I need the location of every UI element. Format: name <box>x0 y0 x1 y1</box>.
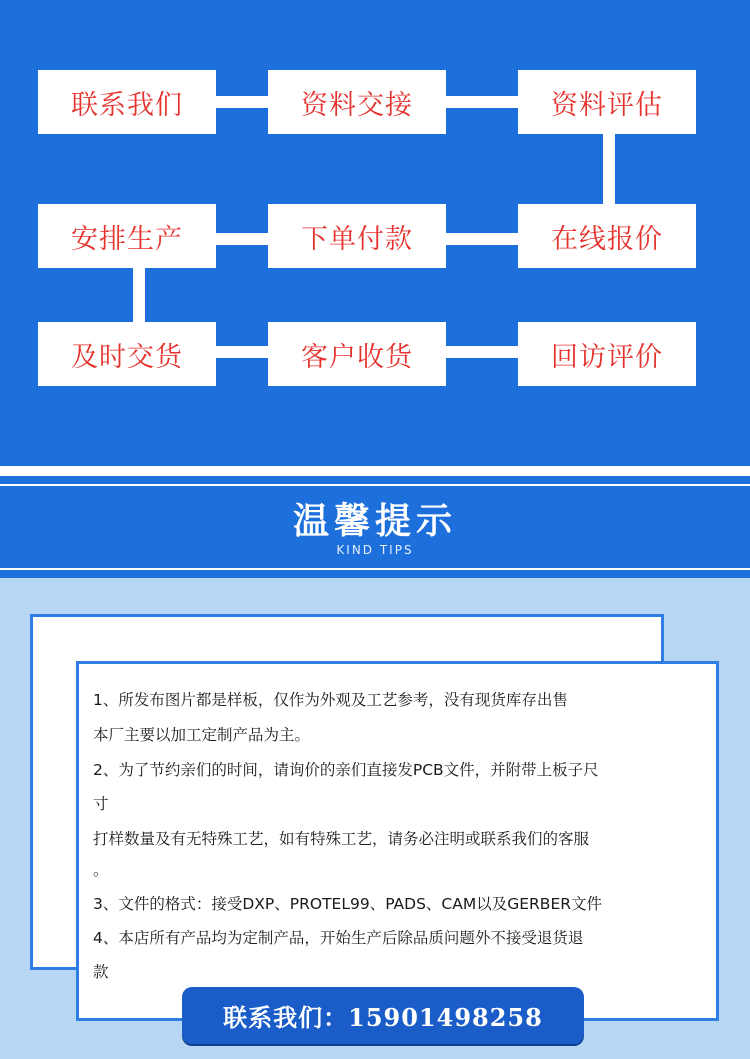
tip-line-3: 2、为了节约亲们的时间，请询价的亲们直接发PCB文件，并附带上板子尺 <box>93 761 599 779</box>
step-customer-receipt: 客户收货 <box>268 322 446 386</box>
process-flow <box>0 0 750 466</box>
banner-title: 温馨提示 <box>292 501 457 542</box>
tip-line-1: 1、所发布图片都是样板，仅作为外观及工艺参考，没有现货库存出售 <box>93 691 568 709</box>
tip-line-5: 打样数量及有无特殊工艺，如有特殊工艺，请务必注明或联系我们的客服 <box>93 830 590 848</box>
connector-h-5 <box>216 346 270 358</box>
step-contact-us: 联系我们 <box>38 70 216 134</box>
step-data-evaluation: 资料评估 <box>518 70 696 134</box>
connector-v-2 <box>133 268 145 322</box>
tip-line-7: 3、文件的格式：接受DXP、PROTEL99、PADS、CAM以及GERBER文件 <box>93 895 603 913</box>
step-timely-delivery: 及时交货 <box>38 322 216 386</box>
connector-v-1 <box>603 132 615 204</box>
banner-top-line <box>0 484 750 486</box>
connector-h-1 <box>216 96 270 108</box>
connector-h-4 <box>446 233 520 245</box>
kind-tips-banner <box>0 476 750 578</box>
connector-h-6 <box>446 346 520 358</box>
tip-line-8: 4、本店所有产品均为定制产品，开始生产后除品质问题外不接受退货退 <box>93 929 584 947</box>
tips-section <box>0 578 750 1059</box>
connector-h-2 <box>446 96 520 108</box>
step-arrange-production: 安排生产 <box>38 204 216 268</box>
tip-line-2: 本厂主要以加工定制产品为主。 <box>93 726 311 744</box>
tips-card <box>76 661 719 1021</box>
tip-line-4: 寸 <box>93 795 109 813</box>
tip-line-9: 款 <box>93 963 109 981</box>
tip-line-6: 。 <box>93 861 109 879</box>
step-online-quote: 在线报价 <box>518 204 696 268</box>
connector-h-3 <box>216 233 270 245</box>
step-follow-up-review: 回访评价 <box>518 322 696 386</box>
section-divider <box>0 466 750 476</box>
banner-bottom-line <box>0 568 750 570</box>
banner-subtitle: KIND TIPS <box>336 543 414 557</box>
contact-phone-button[interactable]: 联系我们：15901498258 <box>182 987 584 1044</box>
step-place-order: 下单付款 <box>268 204 446 268</box>
step-data-handover: 资料交接 <box>268 70 446 134</box>
